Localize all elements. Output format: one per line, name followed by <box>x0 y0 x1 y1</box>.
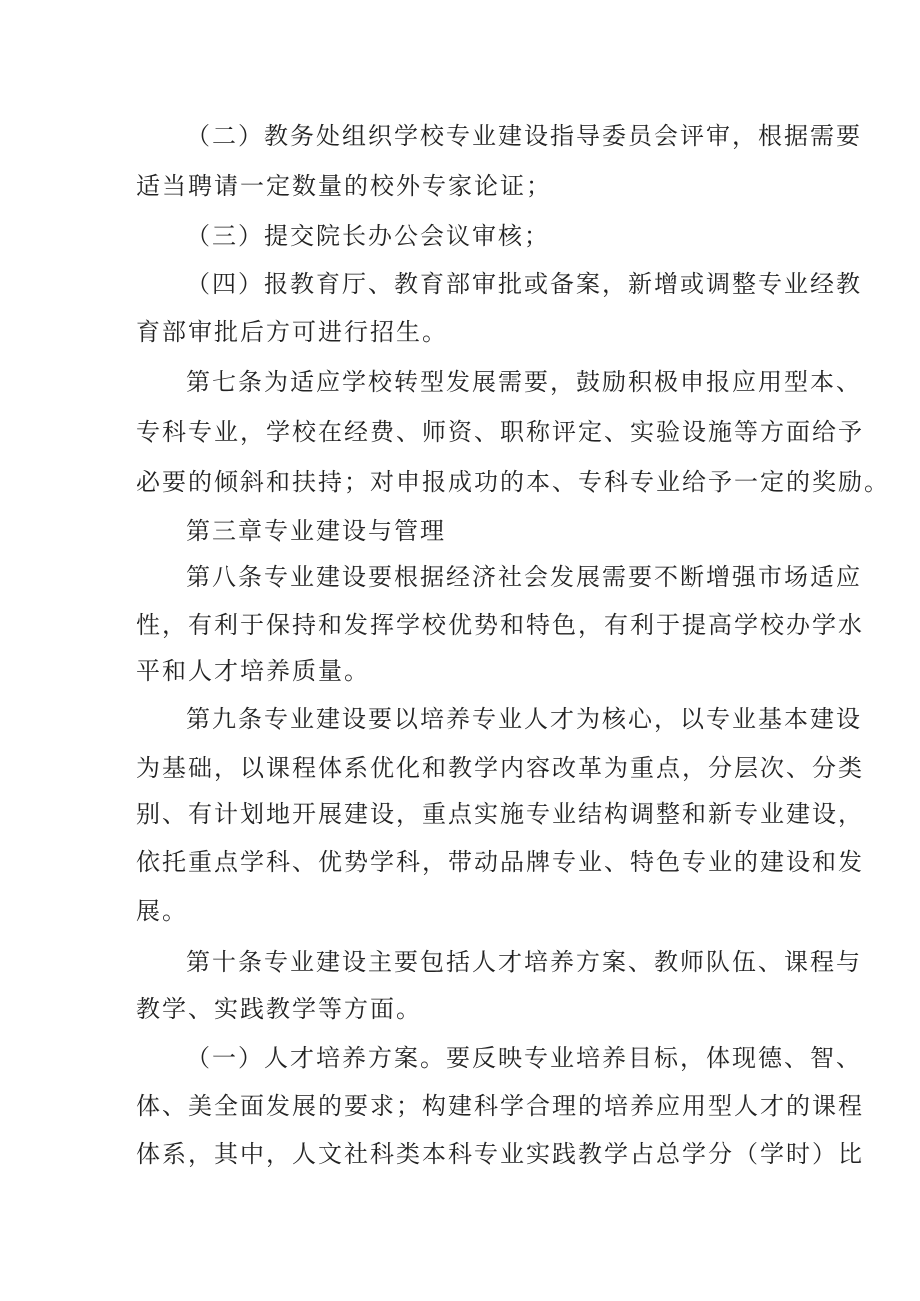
text-line: 为基础，以课程体系优化和教学内容改革为重点，分层次、分类 <box>136 754 864 782</box>
text-line: （四）报教育厅、教育部审批或备案，新增或调整专业经教 <box>186 270 862 298</box>
text-line: 第九条专业建设要以培养专业人才为核心，以专业基本建设 <box>186 705 862 733</box>
text-line: 专科专业，学校在经费、师资、职称评定、实验设施等方面给予 <box>136 418 864 446</box>
text-line: （三）提交院长办公会议审核； <box>186 222 550 250</box>
text-line: 育部审批后方可进行招生。 <box>136 318 448 346</box>
text-line: 别、有计划地开展建设，重点实施专业结构调整和新专业建设， <box>136 800 864 828</box>
text-line: （二）教务处组织学校专业建设指导委员会评审，根据需要 <box>186 122 862 150</box>
text-line: 第八条专业建设要根据经济社会发展需要不断增强市场适应 <box>186 563 862 591</box>
text-line: 平和人才培养质量。 <box>136 657 370 685</box>
text-line: 第七条为适应学校转型发展需要，鼓励积极申报应用型本、 <box>186 368 862 396</box>
text-line: 性，有利于保持和发挥学校优势和特色，有利于提高学校办学水 <box>136 611 864 639</box>
text-line: 教学、实践教学等方面。 <box>136 995 422 1023</box>
text-line: 第十条专业建设主要包括人才培养方案、教师队伍、课程与 <box>186 948 862 976</box>
text-line: 体系，其中，人文社科类本科专业实践教学占总学分（学时）比 <box>136 1140 864 1168</box>
text-line: （一）人才培养方案。要反映专业培养目标，体现德、智、 <box>186 1044 862 1072</box>
text-line: 必要的倾斜和扶持；对申报成功的本、专科专业给予一定的奖励。 <box>136 468 890 496</box>
text-line: 适当聘请一定数量的校外专家论证； <box>136 172 552 200</box>
text-line: 体、美全面发展的要求；构建科学合理的培养应用型人才的课程 <box>136 1092 864 1120</box>
text-line: 依托重点学科、优势学科，带动品牌专业、特色专业的建设和发 <box>136 848 864 876</box>
text-line: 展。 <box>136 897 188 925</box>
section-heading: 第三章专业建设与管理 <box>186 517 446 545</box>
